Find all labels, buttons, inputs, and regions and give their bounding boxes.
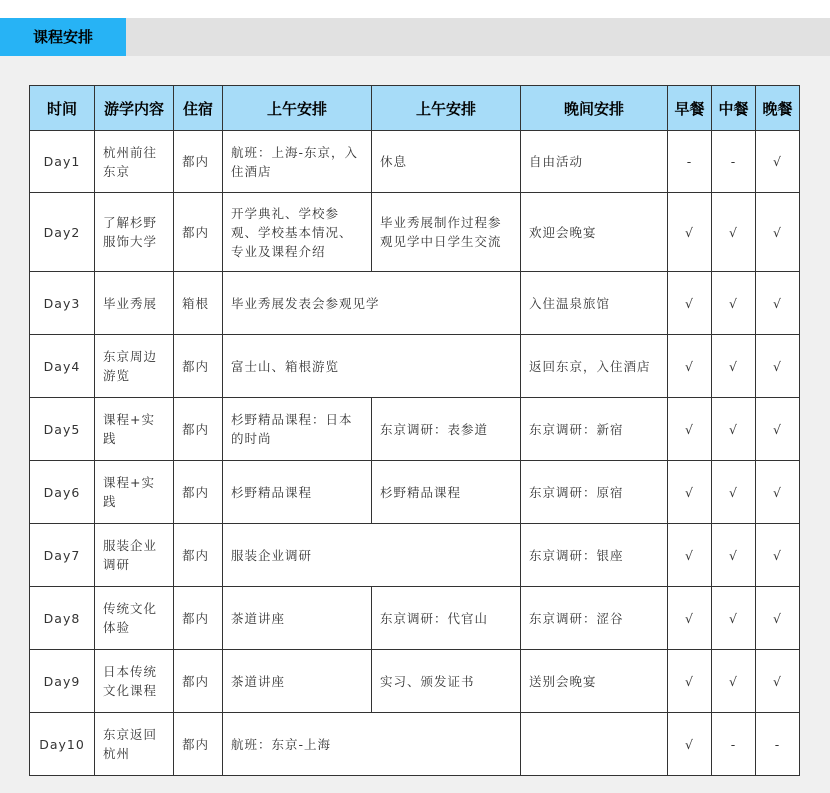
day-cell: Day7 bbox=[30, 524, 95, 587]
morning-cell: 开学典礼、学校参观、学校基本情况、专业及课程介绍 bbox=[223, 193, 372, 272]
table-row bbox=[30, 461, 800, 524]
stay-cell: 都内 bbox=[174, 650, 223, 713]
stay-cell: 都内 bbox=[174, 461, 223, 524]
day-cell: Day4 bbox=[30, 335, 95, 398]
header-lunch: 中餐 bbox=[712, 86, 756, 131]
dinner-cell: √ bbox=[756, 524, 800, 587]
breakfast-cell: √ bbox=[668, 398, 712, 461]
breakfast-cell: √ bbox=[668, 713, 712, 776]
stay-cell: 都内 bbox=[174, 524, 223, 587]
day-cell: Day6 bbox=[30, 461, 95, 524]
header-dinner: 晚餐 bbox=[756, 86, 800, 131]
stay-cell: 箱根 bbox=[174, 272, 223, 335]
stay-cell: 都内 bbox=[174, 193, 223, 272]
breakfast-cell: √ bbox=[668, 650, 712, 713]
table-row bbox=[30, 131, 800, 193]
table-row bbox=[30, 398, 800, 461]
content-cell: 课程+实践 bbox=[95, 398, 174, 461]
evening-cell: 欢迎会晚宴 bbox=[521, 193, 668, 272]
morning-cell: 杉野精品课程：日本的时尚 bbox=[223, 398, 372, 461]
content-cell: 东京周边游览 bbox=[95, 335, 174, 398]
content-cell: 杭州前往东京 bbox=[95, 131, 174, 193]
table-row bbox=[30, 650, 800, 713]
dinner-cell: √ bbox=[756, 131, 800, 193]
breakfast-cell: √ bbox=[668, 335, 712, 398]
evening-cell: 东京调研：涩谷 bbox=[521, 587, 668, 650]
evening-cell: 东京调研：银座 bbox=[521, 524, 668, 587]
dinner-cell: √ bbox=[756, 461, 800, 524]
breakfast-cell: √ bbox=[668, 461, 712, 524]
lunch-cell: √ bbox=[712, 398, 756, 461]
table-header-row bbox=[30, 86, 800, 131]
day-cell: Day9 bbox=[30, 650, 95, 713]
lunch-cell: - bbox=[712, 131, 756, 193]
lunch-cell: √ bbox=[712, 461, 756, 524]
content-cell: 传统文化体验 bbox=[95, 587, 174, 650]
afternoon-cell: 毕业秀展制作过程参观见学中日学生交流 bbox=[372, 193, 521, 272]
content-cell: 服装企业调研 bbox=[95, 524, 174, 587]
evening-cell: 自由活动 bbox=[521, 131, 668, 193]
afternoon-cell: 杉野精品课程 bbox=[372, 461, 521, 524]
dinner-cell: - bbox=[756, 713, 800, 776]
dinner-cell: √ bbox=[756, 587, 800, 650]
afternoon-cell: 实习、颁发证书 bbox=[372, 650, 521, 713]
morning-cell: 茶道讲座 bbox=[223, 650, 372, 713]
stay-cell: 都内 bbox=[174, 335, 223, 398]
stay-cell: 都内 bbox=[174, 131, 223, 193]
stay-cell: 都内 bbox=[174, 398, 223, 461]
evening-cell: 入住温泉旅馆 bbox=[521, 272, 668, 335]
day-cell: Day2 bbox=[30, 193, 95, 272]
evening-cell bbox=[521, 713, 668, 776]
lunch-cell: √ bbox=[712, 650, 756, 713]
breakfast-cell: √ bbox=[668, 587, 712, 650]
breakfast-cell: - bbox=[668, 131, 712, 193]
table-row bbox=[30, 587, 800, 650]
evening-cell: 东京调研：新宿 bbox=[521, 398, 668, 461]
header-stay: 住宿 bbox=[174, 86, 223, 131]
evening-cell: 返回东京，入住酒店 bbox=[521, 335, 668, 398]
stay-cell: 都内 bbox=[174, 587, 223, 650]
header-evening: 晚间安排 bbox=[521, 86, 668, 131]
day-cell: Day10 bbox=[30, 713, 95, 776]
lunch-cell: √ bbox=[712, 587, 756, 650]
dinner-cell: √ bbox=[756, 650, 800, 713]
content-cell: 日本传统文化课程 bbox=[95, 650, 174, 713]
lunch-cell: √ bbox=[712, 335, 756, 398]
day-cell: Day5 bbox=[30, 398, 95, 461]
stay-cell: 都内 bbox=[174, 713, 223, 776]
day-cell: Day1 bbox=[30, 131, 95, 193]
breakfast-cell: √ bbox=[668, 193, 712, 272]
content-cell: 课程+实践 bbox=[95, 461, 174, 524]
header-content: 游学内容 bbox=[95, 86, 174, 131]
daytime-merged-cell: 富士山、箱根游览 bbox=[223, 335, 521, 398]
content-cell: 了解杉野服饰大学 bbox=[95, 193, 174, 272]
lunch-cell: √ bbox=[712, 272, 756, 335]
table-row bbox=[30, 335, 800, 398]
lunch-cell: - bbox=[712, 713, 756, 776]
daytime-merged-cell: 航班：东京-上海 bbox=[223, 713, 521, 776]
morning-cell: 茶道讲座 bbox=[223, 587, 372, 650]
content-cell: 毕业秀展 bbox=[95, 272, 174, 335]
schedule-table bbox=[29, 85, 800, 776]
content-cell: 东京返回杭州 bbox=[95, 713, 174, 776]
dinner-cell: √ bbox=[756, 335, 800, 398]
dinner-cell: √ bbox=[756, 272, 800, 335]
day-cell: Day3 bbox=[30, 272, 95, 335]
header-afternoon: 上午安排 bbox=[372, 86, 521, 131]
breakfast-cell: √ bbox=[668, 524, 712, 587]
header-time: 时间 bbox=[30, 86, 95, 131]
daytime-merged-cell: 服装企业调研 bbox=[223, 524, 521, 587]
afternoon-cell: 东京调研：表参道 bbox=[372, 398, 521, 461]
breakfast-cell: √ bbox=[668, 272, 712, 335]
table-row bbox=[30, 193, 800, 272]
lunch-cell: √ bbox=[712, 524, 756, 587]
table-row bbox=[30, 713, 800, 776]
afternoon-cell: 东京调研：代官山 bbox=[372, 587, 521, 650]
evening-cell: 东京调研：原宿 bbox=[521, 461, 668, 524]
dinner-cell: √ bbox=[756, 398, 800, 461]
dinner-cell: √ bbox=[756, 193, 800, 272]
afternoon-cell: 休息 bbox=[372, 131, 521, 193]
lunch-cell: √ bbox=[712, 193, 756, 272]
section-title-tab: 课程安排 bbox=[0, 18, 126, 56]
morning-cell: 杉野精品课程 bbox=[223, 461, 372, 524]
evening-cell: 送别会晚宴 bbox=[521, 650, 668, 713]
morning-cell: 航班：上海-东京，入住酒店 bbox=[223, 131, 372, 193]
day-cell: Day8 bbox=[30, 587, 95, 650]
header-morning: 上午安排 bbox=[223, 86, 372, 131]
table-row bbox=[30, 272, 800, 335]
header-breakfast: 早餐 bbox=[668, 86, 712, 131]
table-row bbox=[30, 524, 800, 587]
daytime-merged-cell: 毕业秀展发表会参观见学 bbox=[223, 272, 521, 335]
